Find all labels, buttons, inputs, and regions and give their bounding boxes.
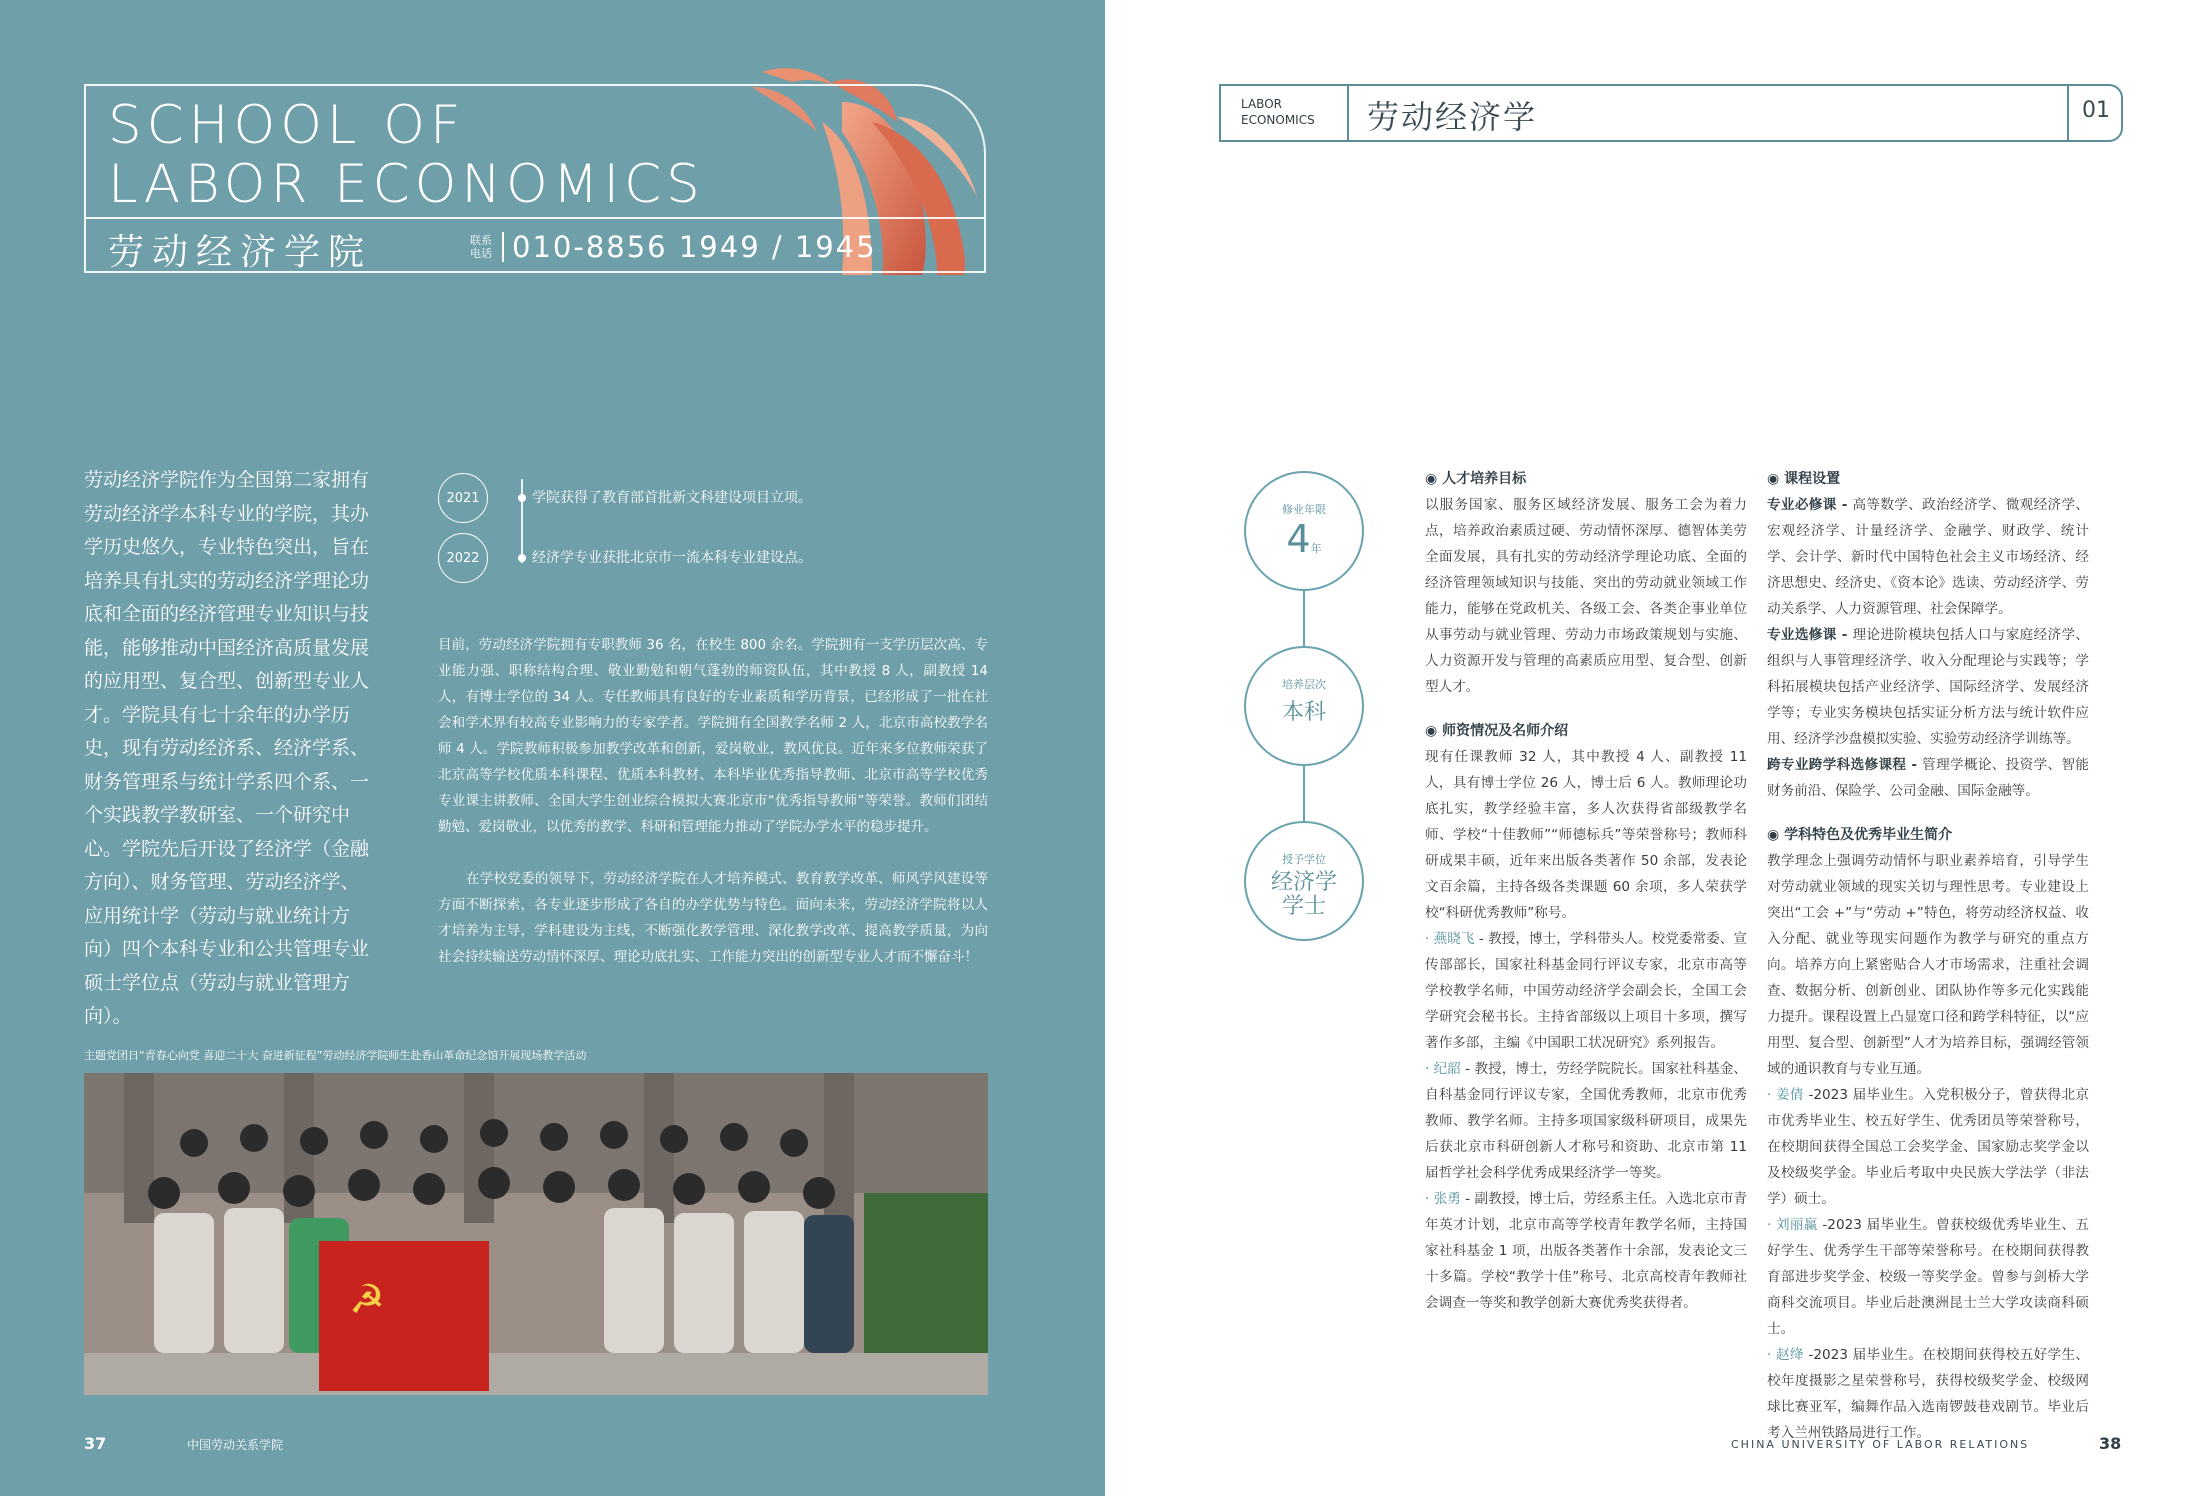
footer-school-name: 中国劳动关系学院 [187, 1438, 284, 1452]
intro-paragraph: 劳动经济学院作为全国第二家拥有劳动经济学本科专业的学院，其办学历史悠久，专业特色突出，旨在培养具有扎实的劳动经济学理论功底和全面的经济管理专业知识与技能，能够推动中国经济高质量发展的应用型、复合型、创新型专业人才。学院具有七十余年的办学历史，现有劳动经济系、经济学系、财务管理系与统计学系四个系、一个实践教学教研室、一个研究中心。学院先后开设了经济学（金融方向）、财务管理、劳动经济学、应用统计学（劳动与就业统计方向）四个本科专业和公共管理专业硕士学位点（劳动与就业管理方向）。 [84, 469, 370, 1027]
contact-separator [502, 232, 504, 262]
page-number: 38 [2099, 1434, 2122, 1453]
group-photo [84, 1073, 988, 1395]
faculty-paragraph: 目前，劳动经济学院拥有专职教师 36 名，在校生 800 余名。学院拥有一支学历层次高、专业能力强、职称结构合理、敬业勤勉和朝气蓬勃的师资队伍，其中教授 8 人，副教授 14 人，有博士学位的 34 人。专任教师具有良好的专业素质和学历背景，已经形成了一批在社会和学术界有较高专业影响力的专家学者。学院拥有全国教学名师 2 人，北京市高校教学名师 4 人。学院教师积极参加教学改革和创新，爱岗敬业，教风优良。近年来多位教师荣获了北京高等学校优质本科课程、优质本科教材、本科毕业优秀指导教师、北京市高等学校优秀专业课主讲教师、全国大学生创业综合模拟大赛北京市“优秀指导教师”等荣誉。教师们团结勤勉、爱岗敬业，以优秀的教学、科研和管理能力推动了学院办学水平的稳步提升。 [438, 637, 988, 835]
header-divider [1347, 86, 1349, 140]
timeline-item [438, 533, 1038, 581]
major-number: 01 [2082, 98, 2110, 123]
column-right [1767, 466, 2089, 1446]
course-item: 专业必修课 - 高等数学、政治经济学、微观经济学、宏观经济学、计量经济学、金融学、财政学、统计学、会计学、新时代中国特色社会主义市场经济、经济思想史、经济史、《资本论》选读、劳动经济学、劳动关系学、人力资源管理、社会保障学。 [1767, 497, 2090, 617]
graduate-item: · 赵绛 -2023 届毕业生。在校期间获得校五好学生、校年度摄影之星荣誉称号，获得校级奖学金、校级网球比赛亚军，编舞作品入选南锣鼓巷戏剧节。毕业后考入兰州铁路局进行工作。 [1767, 1347, 2089, 1441]
section-title-goal: ◉ 人才培养目标 [1425, 471, 1527, 487]
course-item: 专业选修课 - 理论进阶模块包括人口与家庭经济学、组织与人事管理经济学、收入分配理论与实践等；学科拓展模块包括产业经济学、国际经济学、发展经济学等；专业实务模块包括实证分析方法与统计软件应用、经济学沙盘模拟实验、实验劳动经济学训练等。 [1767, 627, 2090, 747]
faculty-text: 现有任课教师 32 人，其中教授 4 人、副教授 11 人，具有博士学位 26 人，博士后 6 人。教师理论功底扎实，教学经验丰富，多人次获得省部级教学名师、学校“十佳教师”“师德标兵”等荣誉称号；教师科研成果丰硕，近年来出版各类著作 50 余部，发表论文百余篇，主持各级各类课题 60 余项，多人荣获学校“科研优秀教师”称号。 [1425, 749, 1747, 921]
goal-text: 以服务国家、服务区域经济发展、服务工会为着力点，培养政治素质过硬、劳动情怀深厚、德智体美劳全面发展，具有扎实的劳动经济学理论功底、全面的经济管理领域知识与技能、突出的劳动就业领域工作能力，能够在党政机关、各级工会、各类企事业单位从事劳动与就业管理、劳动力市场政策规划与实施、人力资源开发与管理的高素质应用型、复合型、创新型人才。 [1425, 497, 1747, 695]
column-left [1425, 466, 1747, 1316]
timeline-dot [518, 554, 526, 562]
contact-label: 联系 电话 [470, 234, 492, 260]
right-page [1105, 0, 2205, 1496]
section-title-courses: ◉ 课程设置 [1767, 471, 1841, 487]
features-text: 教学理念上强调劳动情怀与职业素养培育，引导学生对劳动就业领域的现实关切与理性思考。专业建设上突出“工会 +”与“劳动 +”特色，将劳动经济权益、收入分配、就业等现实问题作为教学与研究的重点方向。培养方向上紧密贴合人才市场需求，注重社会调查、数据分析、创新创业、团队协作等多元化实践能力提升。课程设置上凸显宽口径和跨学科特征，以“应用型、复合型、创新型”人才为培养目标，强调经管领域的通识教育与专业互通。 [1767, 853, 2089, 1077]
phone-number: 010-8856 1949 / 1945 [512, 230, 877, 264]
major-title-cn: 劳动经济学 [1367, 98, 1538, 136]
svg-text:☭: ☭ [349, 1277, 385, 1323]
photo-caption: 主题党团日“青春心向党 喜迎二十大 奋进新征程”劳动经济学院师生赴香山革命纪念馆开展现场教学活动 [84, 1049, 587, 1062]
teacher-item: · 张勇 - 副教授，博士后，劳经系主任。入选北京市青年英才计划，北京市高等学校青年教学名师，主持国家社科基金 1 项，出版各类著作十余部，发表论文三十多篇。学校“教学十佳”称号、北京高校青年教师社会调查一等奖和教学创新大赛优秀奖获得者。 [1425, 1191, 1747, 1311]
major-header [1219, 84, 2123, 142]
teacher-item: · 纪韶 - 教授，博士，劳经学院院长。国家社科基金、自科基金同行评议专家，全国优秀教师，北京市优秀教师、教学名师。主持多项国家级科研项目，成果先后获北京市科研创新人才称号和资助、北京市第 11 届哲学社会科学优秀成果经济学一等奖。 [1425, 1061, 1747, 1181]
footer-university-name: CHINA UNIVERSITY OF LABOR RELATIONS [1731, 1438, 2030, 1451]
timeline-text: 学院获得了教育部首批新文科建设项目立项。 [532, 490, 812, 506]
page-number: 37 [84, 1434, 107, 1453]
teacher-item: · 燕晓飞 - 教授，博士，学科带头人。校党委常委、宣传部部长，国家社科基金同行评议专家，北京市高等学校教学名师，中国劳动经济学会副会长，全国工会学研究会秘书长。主持省部级以上项目十多项，撰写著作多部，主编《中国职工状况研究》系列报告。 [1425, 931, 1747, 1051]
stat-connector [1303, 766, 1305, 821]
graduate-item: · 姜倩 -2023 届毕业生。入党积极分子，曾获得北京市优秀毕业生、校五好学生、优秀团员等荣誉称号，在校期间获得全国总工会奖学金、国家励志奖学金以及校级奖学金。毕业后考取中央民族大学法学（非法学）硕士。 [1767, 1087, 2089, 1207]
school-title-en: SCHOOL OF LABOR ECONOMICS [108, 95, 705, 215]
title-divider [86, 217, 984, 219]
course-item: 跨专业跨学科选修课程 - 管理学概论、投资学、智能财务前沿、保险学、公司金融、国际金融等。 [1767, 757, 2090, 799]
stat-degree: 授予学位 经济学 学士 [1244, 821, 1364, 941]
timeline-text: 经济学专业获批北京市一流本科专业建设点。 [532, 550, 812, 566]
graduate-item: · 刘丽赢 -2023 届毕业生。曾获校级优秀毕业生、五好学生、优秀学生干部等荣誉称号。在校期间获得教育部进步奖学金、校级一等奖学金。曾参与剑桥大学商科交流项目。毕业后赴澳洲昆士兰大学攻读商科硕士。 [1767, 1217, 2089, 1337]
timeline-dot [518, 494, 526, 502]
stat-connector [1303, 591, 1305, 646]
contact-info [470, 230, 877, 264]
section-title-features: ◉ 学科特色及优秀毕业生简介 [1767, 827, 1953, 843]
timeline-year: 2022 [438, 533, 488, 583]
timeline-year: 2021 [438, 473, 488, 523]
title-frame [84, 84, 986, 273]
major-title-en: LABOR ECONOMICS [1241, 97, 1315, 127]
school-title-cn: 劳动经济学院 [108, 232, 373, 273]
stat-duration: 修业年限 4年 [1244, 471, 1364, 591]
future-paragraph: 在学校党委的领导下，劳动经济学院在人才培养模式、教育教学改革、师风学风建设等方面不断探索，各专业逐步形成了各自的办学优势与特色。面向未来，劳动经济学院将以人才培养为主导，学科建设为主线，不断强化教学管理、深化教学改革、提高教学质量，为向社会持续输送劳动情怀深厚、理论功底扎实、工作能力突出的创新型专业人才而不懈奋斗！ [438, 871, 988, 965]
timeline-item [438, 473, 1038, 521]
section-title-faculty: ◉ 师资情况及名师介绍 [1425, 723, 1569, 739]
stat-level: 培养层次 本科 [1244, 646, 1364, 766]
